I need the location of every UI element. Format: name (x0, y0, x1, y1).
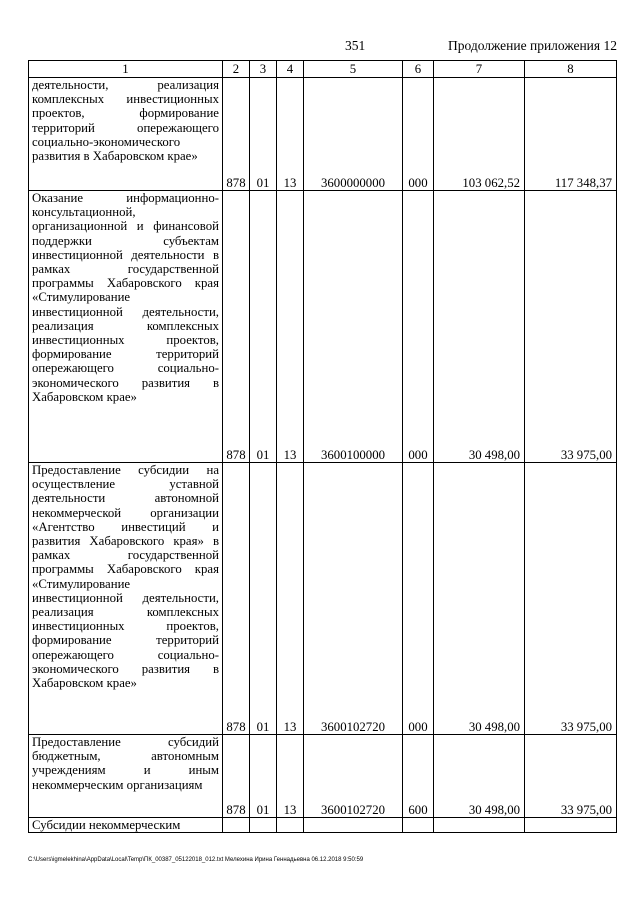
cell-subsection: 13 (277, 735, 304, 818)
cell-expense-type: 000 (403, 191, 434, 463)
cell-grbs: 878 (223, 735, 250, 818)
cell-section: 01 (250, 78, 277, 191)
cell-amount-year2 (525, 818, 617, 833)
cell-expense-type: 000 (403, 78, 434, 191)
cell-grbs (223, 818, 250, 833)
cell-expense-type: 600 (403, 735, 434, 818)
cell-target-article: 3600100000 (304, 191, 403, 463)
cell-amount-year1: 30 498,00 (434, 735, 525, 818)
column-header: 7 (434, 61, 525, 78)
cell-section: 01 (250, 191, 277, 463)
cell-amount-year1: 30 498,00 (434, 191, 525, 463)
table-row (29, 78, 617, 191)
cell-section (250, 818, 277, 833)
table-row (29, 191, 617, 463)
cell-subsection: 13 (277, 191, 304, 463)
row-name: Оказание информационно-консультационной, организационной и финансовой поддержки субъектам инвестиционной деятельности в рамках государственной программы Хабаровского края «Стимулирование инвестиционной деятельности, реализация комплексных инвестиционных проектов, формирование территорий опережающего социально-экономического развития в Хабаровском крае» (29, 191, 223, 463)
cell-grbs: 878 (223, 191, 250, 463)
column-header: 3 (250, 61, 277, 78)
column-header: 5 (304, 61, 403, 78)
cell-grbs: 878 (223, 463, 250, 735)
cell-target-article: 3600102720 (304, 463, 403, 735)
cell-subsection: 13 (277, 463, 304, 735)
cell-amount-year1 (434, 818, 525, 833)
column-header: 4 (277, 61, 304, 78)
cell-target-article: 3600000000 (304, 78, 403, 191)
column-header: 2 (223, 61, 250, 78)
cell-subsection: 13 (277, 78, 304, 191)
cell-amount-year1: 103 062,52 (434, 78, 525, 191)
cell-amount-year2: 33 975,00 (525, 463, 617, 735)
row-name: Предоставление субсидий бюджетным, автономным учреждениям и иным некоммерческим организациям (29, 735, 223, 818)
row-name: деятельности, реализация комплексных инвестиционных проектов, формирование территорий опережающего социально-экономического развития в Хабаровском крае» (29, 78, 223, 191)
table-row (29, 463, 617, 735)
cell-expense-type: 000 (403, 463, 434, 735)
file-path-footer: C:\Users\igmelekhina\AppData\Local\Temp\ПК_00387_05122018_012.txt Мелехина Ирина Геннадьевна 06.12.2018 9:50:59 (28, 857, 364, 863)
row-name: Предоставление субсидии на осуществление уставной деятельности автономной некоммерческой организации «Агентство инвестиций и развития Хабаровского края» в рамках государственной программы Хабаровского края «Стимулирование инвестиционной деятельности, реализация комплексных инвестиционных проектов, формирование территорий опережающего социально-экономического развития в Хабаровском крае» (29, 463, 223, 735)
budget-table (28, 60, 617, 833)
table-row (29, 735, 617, 818)
row-name: Субсидии некоммерческим (29, 818, 223, 833)
cell-subsection (277, 818, 304, 833)
cell-amount-year1: 30 498,00 (434, 463, 525, 735)
cell-grbs: 878 (223, 78, 250, 191)
column-header-row (29, 61, 617, 78)
column-header: 6 (403, 61, 434, 78)
page-number: 351 (345, 38, 366, 53)
page-header (0, 38, 640, 56)
column-header: 8 (525, 61, 617, 78)
column-header: 1 (29, 61, 223, 78)
cell-section: 01 (250, 463, 277, 735)
table-row (29, 818, 617, 833)
continuation-label: Продолжение приложения 12 (447, 38, 617, 53)
cell-target-article: 3600102720 (304, 735, 403, 818)
cell-amount-year2: 33 975,00 (525, 191, 617, 463)
cell-section: 01 (250, 735, 277, 818)
cell-target-article (304, 818, 403, 833)
cell-amount-year2: 33 975,00 (525, 735, 617, 818)
cell-expense-type (403, 818, 434, 833)
cell-amount-year2: 117 348,37 (525, 78, 617, 191)
